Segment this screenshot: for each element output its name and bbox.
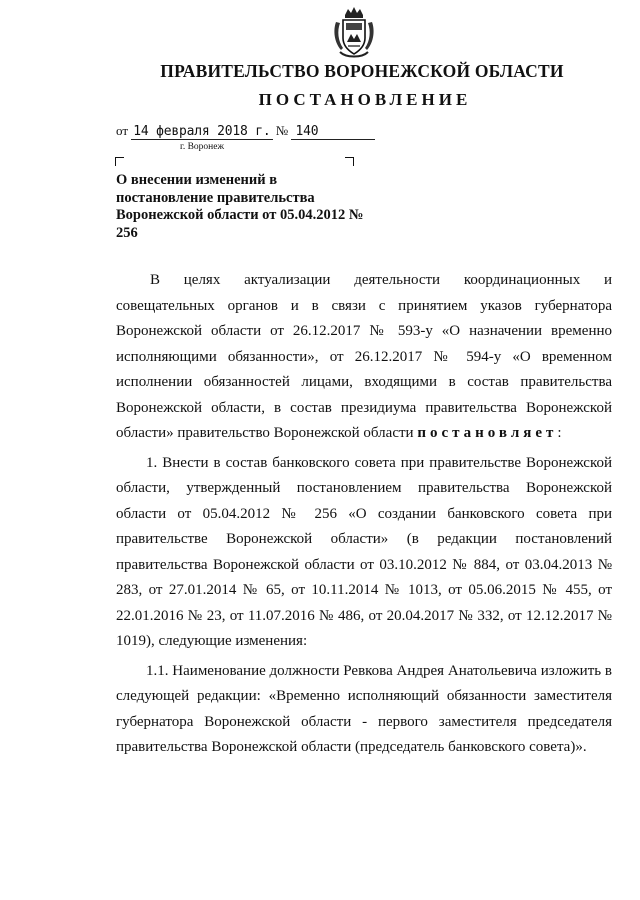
date-number-line	[116, 123, 375, 140]
coat-of-arms-icon	[331, 6, 377, 60]
number-prefix: №	[275, 123, 289, 138]
document-date: 14 февраля 2018 г.	[133, 124, 271, 139]
date-prefix: от	[116, 123, 129, 138]
preamble-paragraph	[116, 268, 612, 447]
bracket-corner-right	[345, 157, 354, 166]
decree-colon: :	[557, 425, 562, 441]
document-number: 140	[291, 124, 375, 140]
item-1-1-paragraph: 1.1. Наименование должности Ревкова Андрея Анатольевича изложить в следующей редакции: «Временно исполняющий обязанности заместителя губернатора Воронежской области - первого заместителя председателя правительства Воронежской области (председатель банковского совета)».	[116, 662, 612, 755]
organization-name: ПРАВИТЕЛЬСТВО ВОРОНЕЖСКОЙ ОБЛАСТИ	[160, 61, 564, 81]
document-subject: О внесении изменений в постановление правительства Воронежской области от 05.04.2012 № 256	[116, 172, 364, 241]
item-1-paragraph: 1. Внести в состав банковского совета при правительстве Воронежской области, утвержденный постановлением правительства Воронежской области от 05.04.2012 № 256 «О создании банковского совета при правительстве Воронежской области» (в редакции постановлений правительства Воронежской области от 03.10.2012 № 884, от 03.04.2013 № 283, от 27.01.2014 № 65, от 10.11.2014 № 1013, от 05.06.2015 № 455, от 22.01.2016 № 23, от 11.07.2016 № 486, от 20.04.2017 № 332, от 12.12.2017 № 1019), следующие изменения:	[116, 454, 612, 649]
preamble-text: В целях актуализации деятельности координационных и совещательных органов и в связи с принятием указов губернатора Воронежской области от 26.12.2017 № 593-у «О назначении временно исполняющими обязанности», от 26.12.2017 № 594-у «О временном исполнении обязанностей лицами, входящими в состав правительства Воронежской области, в состав президиума правительства Воронежской области» правительство Воронежской области	[116, 272, 612, 441]
document-type: ПОСТАНОВЛЕНИЕ	[258, 90, 472, 109]
decree-word: постановляет	[417, 425, 558, 441]
bracket-corner-left	[115, 157, 124, 166]
city-label: г. Воронеж	[180, 142, 225, 152]
document-body	[116, 268, 612, 761]
